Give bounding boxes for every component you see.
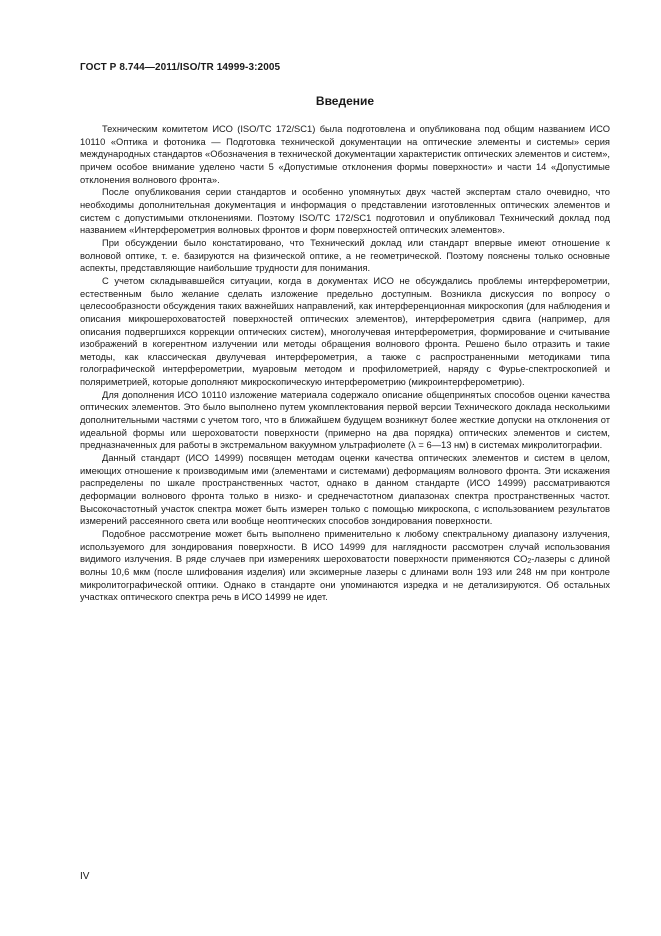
- body-text: [80, 123, 610, 604]
- subscript: 2: [527, 558, 532, 566]
- page-number: IV: [80, 871, 90, 882]
- paragraph: Для дополнения ИСО 10110 изложение материала содержало описание общепринятых способов оценки качества оптических элементов. Это было выполнено путем укомплектования первой версии Технического доклада несколькими дополнительными частями с учетом того, что в ближайшем будущем возникнут более жесткие допуски на отклонения от идеальной формы или шероховатости поверхности (примерно на два порядка) оптических элементов и систем, предназначенных для работы в экстремальном вакуумном ультрафиолете (λ = 6—13 нм) в системах микролитографии.: [80, 389, 610, 451]
- paragraph-last: [80, 528, 610, 604]
- paragraph: При обсуждении было констатировано, что Технический доклад или стандарт впервые имеют отношение к волновой оптике, т. е. базируются на физической оптике, а не геометрической. Поэтому пояснены только основные аспекты, представляющие наибольшие трудности для понимания.: [80, 237, 610, 274]
- paragraph-text-after-subscript: -лазеры с длиной волны 10,6 мкм (после шлифования изделия) или эксимерные лазеры с длинами волн 193 или 248 нм при контроле микролитографической оптики. Однако в стандарте они упоминаются изредка и не детализируются. Об остальных участках оптического спектра речь в ИСО 14999 не идет.: [80, 554, 611, 603]
- paragraph-text-before-subscript: Подобное рассмотрение может быть выполнено применительно к любому спектральному диапазону излучения, используемого для зондирования поверхности. В ИСО 14999 для наглядности рассмотрен случай использования видимого излучения. В ряде случаев при измерениях шероховатости поверхности применяются CO: [80, 529, 610, 565]
- paragraph: После опубликования серии стандартов и особенно упомянутых двух частей экспертам стало очевидно, что необходимы дополнительная документация и информация о представлении изготовленных оптических элементов и систем с допустимыми отклонениями. Поэтому ISO/TC 172/SC1 подготовил и опубликовал Технический доклад под названием «Интерферометрия волновых фронтов и форм поверхностей оптических элементов».: [80, 187, 610, 236]
- paragraph: Данный стандарт (ИСО 14999) посвящен методам оценки качества оптических элементов и систем в целом, имеющих отношение к производимым ими (элементами и системами) деформациям волнового фронта. Эти искажения распределены по шкале пространственных частот, однако в данном стандарте (ИСО 14999) рассматриваются деформации волнового фронта только в низко- и среднечастотном диапазонах спектра пространственных частот. Высокочастотный участок спектра может быть измерен только с помощью микроскопа, с использованием результатов измерений рассеянного света или вообще неоптических способов зондирования поверхности.: [80, 453, 610, 527]
- section-title: Введение: [315, 94, 375, 108]
- paragraph: С учетом складывавшейся ситуации, когда в документах ИСО не обсуждались проблемы интерферометрии, естественным было желание сделать изложение предельно доступным. Возникла дискуссия по вопросу о целесообразности обсуждения таких важнейших направлений, как интерференционная микроскопия (для наблюдения и описания микрошероховатостей поверхностей оптических элементов), интерферометрия сдвига (например, для описания подвергшихся коррекции оптических систем), многолучевая интерферометрия, формирование и считывание изображений в когерентном излучении или методы обращения волнового фронта. Решено было отразить и такие методы, как классическая двулучевая интерферометрия, а также с распространенными методиками типа голографической интерферометрии, муаровым методом и профилометрией, наряду с Фурье-спектроскопией и поляриметрией, которые дополняют микроскопическую интерферометрию (микроинтерферометрию).: [80, 275, 610, 388]
- document-header: ГОСТ Р 8.744—2011/ISO/TR 14999-3:2005: [80, 62, 281, 73]
- paragraph: Техническим комитетом ИСО (ISO/TC 172/SC1) была подготовлена и опубликована под общим названием ИСО 10110 «Оптика и фотоника — Подготовка технической документации на оптические элементы и системы» серия международных стандартов «Обозначения в технической документации характеристик оптических элементов и систем», причем особое внимание уделено части 5 «Допустимые отклонения формы поверхности» и части 14 «Допустимые отклонения волнового фронта».: [80, 124, 610, 185]
